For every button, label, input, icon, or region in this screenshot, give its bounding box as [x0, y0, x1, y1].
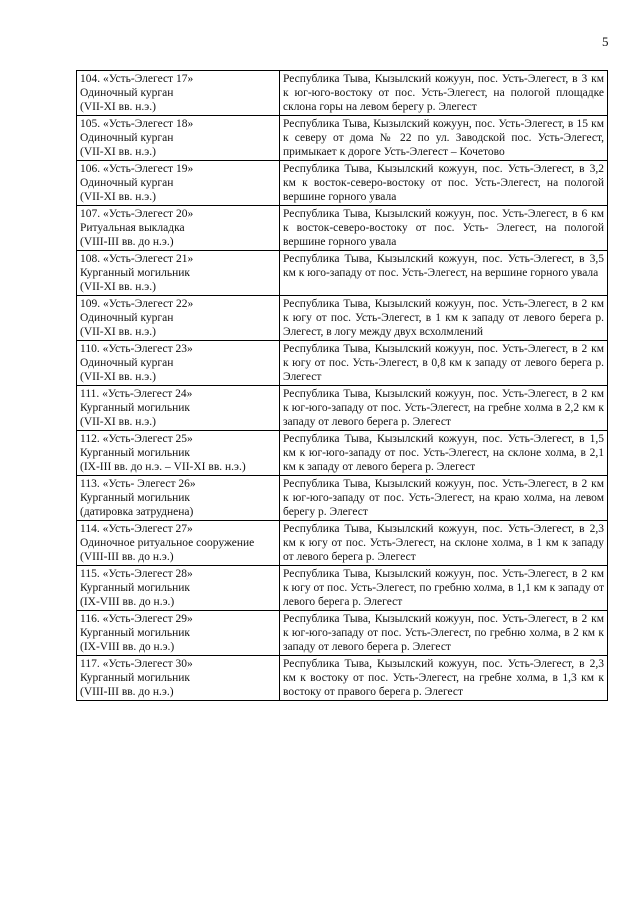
monument-name-cell	[77, 521, 280, 566]
monument-type: Одиночное ритуальное сооружение	[80, 537, 255, 549]
monument-name-cell	[77, 71, 280, 116]
monument-name-cell	[77, 341, 280, 386]
monument-location: Республика Тыва, Кызылский кожуун, пос. Усть-Элегест, в 2 км к юг-юго-западу от пос. Усть-Элегест, по гребню холма, в 2 км к западу от левого берега р. Элегест	[280, 611, 608, 656]
monument-location: Республика Тыва, Кызылский кожуун, пос. Усть-Элегест, в 2 км к югу от пос. Усть-Элегест, в 1 км к западу от левого берега р. Элегест, в логу между двух всхолмлений	[280, 296, 608, 341]
monument-location: Республика Тыва, Кызылский кожуун, пос. Усть-Элегест, в 15 км к северу от дома № 22 по ул. Заводской пос. Усть-Элегест, примыкает к дороге Усть-Элегест – Кочетово	[280, 116, 608, 161]
monument-type: Курганный могильник	[80, 672, 190, 684]
monument-type: Одиночный курган	[80, 177, 174, 189]
monument-location: Республика Тыва, Кызылский кожуун, пос. Усть-Элегест, в 2 км к югу от пос. Усть-Элегест, в 0,8 км к западу от левого берега р. Элегест	[280, 341, 608, 386]
monument-title: 112. «Усть-Элегест 25»	[80, 433, 193, 445]
monument-name-cell	[77, 431, 280, 476]
monument-title: 105. «Усть-Элегест 18»	[80, 118, 194, 130]
monument-title: 108. «Усть-Элегест 21»	[80, 253, 194, 265]
monument-title: 113. «Усть- Элегест 26»	[80, 478, 196, 490]
monument-title: 114. «Усть-Элегест 27»	[80, 523, 193, 535]
monument-type: Курганный могильник	[80, 447, 190, 459]
table-row	[77, 431, 608, 476]
monument-title: 107. «Усть-Элегест 20»	[80, 208, 194, 220]
monument-type: Ритуальная выкладка	[80, 222, 185, 234]
monument-dating: (VII-XI вв. н.э.)	[80, 281, 156, 293]
monument-location: Республика Тыва, Кызылский кожуун, пос. Усть-Элегест, в 2,3 км к югу от пос. Усть-Элегест, на склоне холма, в 1 км к западу от левого берега р. Элегест	[280, 521, 608, 566]
monument-location: Республика Тыва, Кызылский кожуун, пос. Усть-Элегест, в 2 км к югу от пос. Усть-Элегест, по гребню холма, в 1,1 км к западу от левого берега р. Элегест	[280, 566, 608, 611]
table-row	[77, 656, 608, 701]
monument-type: Курганный могильник	[80, 402, 190, 414]
table-row	[77, 611, 608, 656]
monument-location: Республика Тыва, Кызылский кожуун, пос. Усть-Элегест, в 3,5 км к юго-западу от пос. Усть-Элегест, на вершине горного увала	[280, 251, 608, 296]
monument-title: 110. «Усть-Элегест 23»	[80, 343, 193, 355]
monument-location: Республика Тыва, Кызылский кожуун, пос. Усть-Элегест, в 6 км к восток-северо-востоку от пос. Усть- Элегест, на пологой вершине горного увала	[280, 206, 608, 251]
monument-type: Курганный могильник	[80, 582, 190, 594]
table-row	[77, 476, 608, 521]
monument-name-cell	[77, 476, 280, 521]
monument-dating: (IX-III вв. до н.э. – VII-XI вв. н.э.)	[80, 461, 246, 473]
monument-dating: (VII-XI вв. н.э.)	[80, 191, 156, 203]
monument-title: 117. «Усть-Элегест 30»	[80, 658, 193, 670]
monument-title: 109. «Усть-Элегест 22»	[80, 298, 194, 310]
monument-title: 106. «Усть-Элегест 19»	[80, 163, 194, 175]
table-row	[77, 206, 608, 251]
monument-location: Республика Тыва, Кызылский кожуун, пос. Усть-Элегест, в 3 км к юг-юго-востоку от пос. Усть-Элегест, на пологой площадке склона горы на левом берегу р. Элегест	[280, 71, 608, 116]
monument-location: Республика Тыва, Кызылский кожуун, пос. Усть-Элегест, в 3,2 км к восток-северо-востоку от пос. Усть-Элегест, на пологой вершине горного увала	[280, 161, 608, 206]
monument-name-cell	[77, 386, 280, 431]
monument-name-cell	[77, 206, 280, 251]
monument-type: Курганный могильник	[80, 267, 190, 279]
table-row	[77, 296, 608, 341]
monument-dating: (VIII-III вв. до н.э.)	[80, 686, 174, 698]
monument-location: Республика Тыва, Кызылский кожуун, пос. Усть-Элегест, в 2,3 км к востоку от пос. Усть-Элегест, на гребне холма, в 1,3 км к востоку от правого берега р. Элегест	[280, 656, 608, 701]
table-row	[77, 521, 608, 566]
table-row	[77, 341, 608, 386]
monument-registry-table	[76, 70, 608, 701]
monument-name-cell	[77, 656, 280, 701]
monument-dating: (VII-XI вв. н.э.)	[80, 101, 156, 113]
monument-dating: (VIII-III вв. до н.э.)	[80, 236, 174, 248]
monument-dating: (VII-XI вв. н.э.)	[80, 416, 156, 428]
monument-type: Одиночный курган	[80, 357, 174, 369]
monument-dating: (VII-XI вв. н.э.)	[80, 371, 156, 383]
monument-title: 116. «Усть-Элегест 29»	[80, 613, 193, 625]
monument-dating: (IX-VIII вв. до н.э.)	[80, 641, 175, 653]
monument-location: Республика Тыва, Кызылский кожуун, пос. Усть-Элегест, в 2 км к юг-юго-западу от пос. Усть-Элегест, на краю холма, на левом берегу р. Элегест	[280, 476, 608, 521]
table-row	[77, 71, 608, 116]
monument-dating: (VII-XI вв. н.э.)	[80, 146, 156, 158]
monument-name-cell	[77, 161, 280, 206]
registry-body	[77, 71, 608, 701]
monument-dating: (датировка затруднена)	[80, 506, 194, 518]
monument-type: Курганный могильник	[80, 492, 190, 504]
monument-type: Одиночный курган	[80, 312, 174, 324]
table-row	[77, 386, 608, 431]
page-number: 5	[602, 34, 609, 49]
monument-name-cell	[77, 566, 280, 611]
table-row	[77, 116, 608, 161]
monument-name-cell	[77, 116, 280, 161]
monument-name-cell	[77, 611, 280, 656]
monument-type: Одиночный курган	[80, 87, 174, 99]
table-row	[77, 251, 608, 296]
table-row	[77, 566, 608, 611]
table-row	[77, 161, 608, 206]
monument-title: 111. «Усть-Элегест 24»	[80, 388, 193, 400]
monument-dating: (VIII-III вв. до н.э.)	[80, 551, 174, 563]
monument-title: 115. «Усть-Элегест 28»	[80, 568, 193, 580]
monument-name-cell	[77, 251, 280, 296]
monument-type: Курганный могильник	[80, 627, 190, 639]
monument-dating: (VII-XI вв. н.э.)	[80, 326, 156, 338]
monument-dating: (IX-VIII вв. до н.э.)	[80, 596, 175, 608]
monument-type: Одиночный курган	[80, 132, 174, 144]
monument-location: Республика Тыва, Кызылский кожуун, пос. Усть-Элегест, в 1,5 км к юг-юго-западу от пос. Усть-Элегест, на склоне холма, в 2,1 км к западу от левого берега р. Элегест	[280, 431, 608, 476]
monument-location: Республика Тыва, Кызылский кожуун, пос. Усть-Элегест, в 2 км к юг-юго-западу от пос. Усть-Элегест, на гребне холма в 2,2 км к западу от левого берега р. Элегест	[280, 386, 608, 431]
monument-title: 104. «Усть-Элегест 17»	[80, 73, 194, 85]
monument-name-cell	[77, 296, 280, 341]
